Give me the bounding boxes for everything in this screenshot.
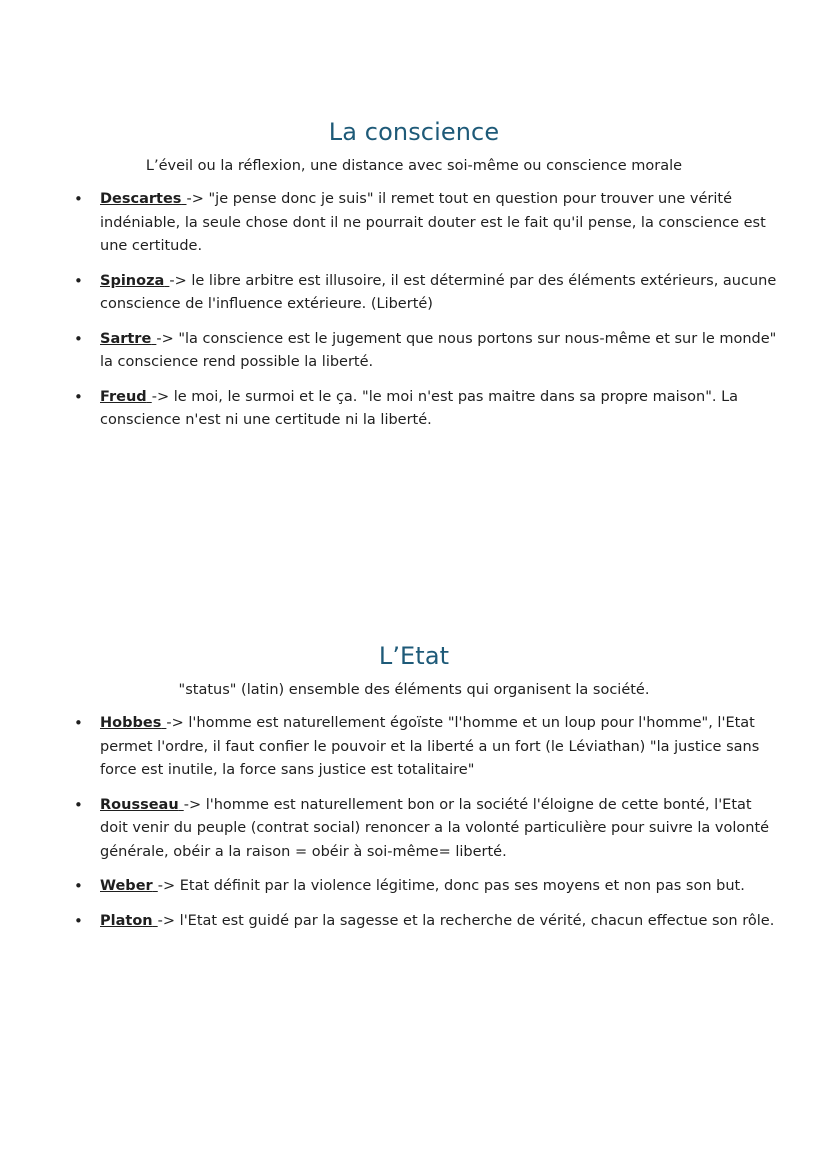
philosopher-name: Rousseau xyxy=(100,796,179,813)
philosopher-description: -> l'homme est naturellement bon or la société l'éloigne de cette bonté, l'Etat doit venir du peuple (contrat social) renoncer a la volonté particulière pour suivre la volonté générale, obéir a la raison = obéir à soi-même= liberté. xyxy=(100,796,770,860)
section-title: La conscience xyxy=(328,118,500,146)
list-item xyxy=(0,386,828,433)
philosopher-list xyxy=(0,188,828,433)
philosopher-list xyxy=(0,712,828,933)
section-subtitle: "status" (latin) ensemble des éléments qui organisent la société. xyxy=(178,682,650,698)
philosopher-description: -> l'Etat est guidé par la sagesse et la recherche de vérité, chacun effectue son rôle. xyxy=(157,912,775,929)
list-item xyxy=(0,875,828,899)
list-item xyxy=(0,328,828,375)
philosopher-description: -> l'homme est naturellement égoïste "l'homme et un loup pour l'homme", l'Etat permet l'ordre, il faut confier le pouvoir et la liberté a un fort (le Léviathan) "la justice sans force est inutile, la force sans justice est totalitaire" xyxy=(100,715,760,778)
list-item xyxy=(0,794,828,865)
section-title: L’Etat xyxy=(378,642,450,670)
list-item xyxy=(0,910,828,934)
philosopher-description: -> Etat définit par la violence légitime, donc pas ses moyens et non pas son but. xyxy=(157,878,745,894)
philosopher-name: Descartes xyxy=(100,191,182,207)
section-subtitle: L’éveil ou la réflexion, une distance avec soi-même ou conscience morale xyxy=(145,158,683,174)
philosopher-description: -> le libre arbitre est illusoire, il est déterminé par des éléments extérieurs, aucune conscience de l'influence extérieure. (Liberté) xyxy=(100,272,777,312)
section-conscience xyxy=(0,117,828,433)
philosopher-name: Hobbes xyxy=(100,715,162,731)
list-item xyxy=(0,188,828,259)
philosopher-description: -> "la conscience est le jugement que nous portons sur nous-même et sur le monde" la conscience rend possible la liberté. xyxy=(100,330,777,370)
list-item xyxy=(0,270,828,317)
philosopher-name: Weber xyxy=(100,878,153,894)
philosopher-name: Spinoza xyxy=(100,272,165,289)
list-item xyxy=(0,712,828,783)
philosopher-name: Freud xyxy=(100,388,147,405)
philosopher-description: -> le moi, le surmoi et le ça. "le moi n'est pas maitre dans sa propre maison". La conscience n'est ni une certitude ni la liberté. xyxy=(100,388,739,428)
philosopher-name: Platon xyxy=(100,912,153,929)
philosopher-name: Sartre xyxy=(100,330,152,347)
philosopher-description: -> "je pense donc je suis" il remet tout en question pour trouver une vérité indéniable, la seule chose dont il ne pourrait douter est le fait qu'il pense, la conscience est une certitude. xyxy=(100,191,766,254)
section-etat xyxy=(0,641,828,933)
